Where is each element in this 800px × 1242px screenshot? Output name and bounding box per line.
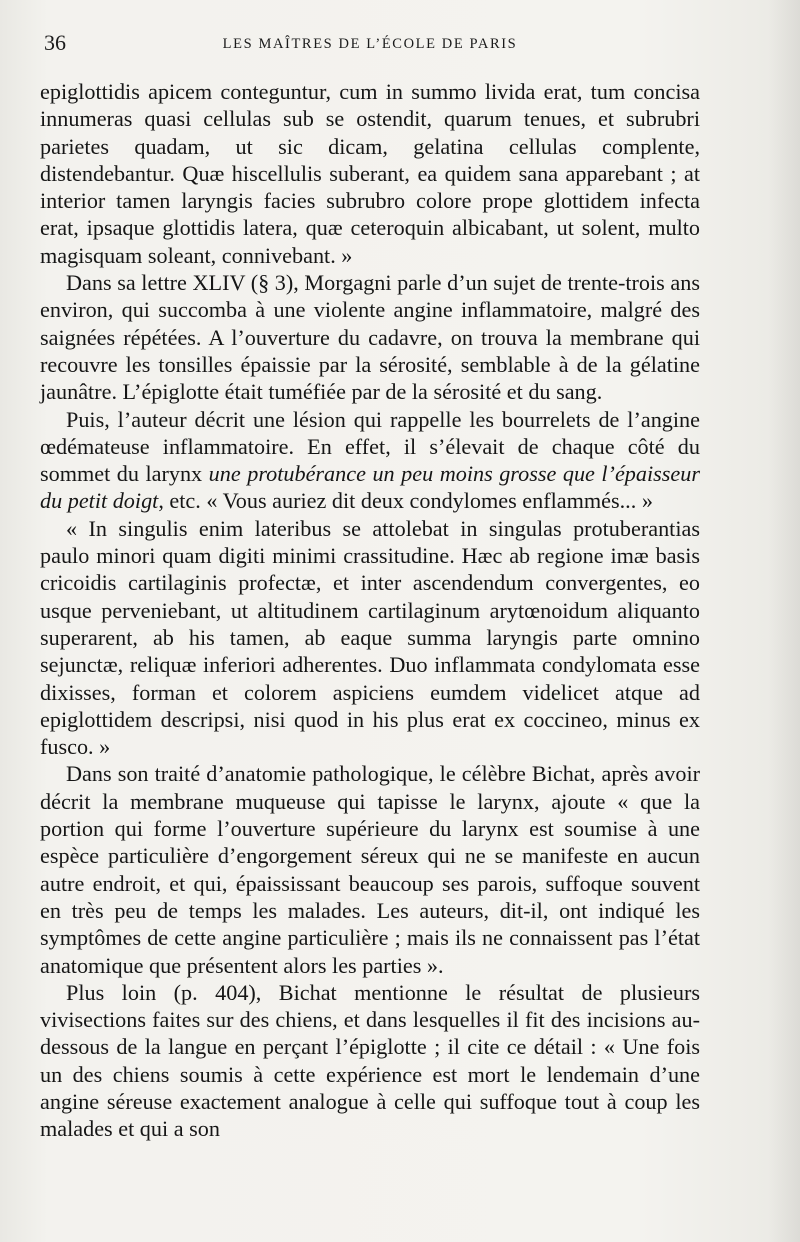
paragraph-latin-continuation: epiglottidis apicem conteguntur, cum in summo livida erat, tum concisa innumeras quasi cellulas sub se ostendit, quarum tenues, et subrubri parietes quadam, ut sic dicam, gelatina cellulas complente, distendebantur. Quæ hiscellulis suberant, ea quidem sana apparebant ; at interior tamen laryngis facies subrubro colore prope glottidem infecta erat, ipsaque glottidis latera, quæ ceteroquin albicabant, ut solent, multo magisquam soleant, connivebant. » (40, 79, 700, 268)
paragraph-morgagni-letter: Dans sa lettre XLIV (§ 3), Morgagni parle d’un sujet de trente-trois ans environ, qui succomba à une violente angine inflammatoire, malgré des saignées répétées. A l’ouverture du cadavre, on trouva la membrane qui recouvre les tonsilles épaissie par la sérosité, semblable à de la gélatine jaunâtre. L’épiglotte était tuméfiée par de la sérosité et du sang. (40, 270, 700, 405)
page-number: 36 (44, 30, 66, 55)
page-header (40, 30, 700, 56)
paragraph-latin-quotation: « In singulis enim lateribus se attolebat in singulas protuberantias paulo minori quam digiti minimi crassitudine. Hæc ab regione imæ basis cricoidis cartilaginis profectæ, et inter ascendendum convergentes, eo usque perveniebant, ut altitudinem cartilaginum arytœnoidum aliquanto superarent, ab his tamen, ab eaque summa laryngis parte omnino sejunctæ, reliquæ inferiori adherentes. Duo inflammata condylomata esse dixisses, forman et colorem aspiciens eumdem videlicet atque ad epiglottidem descripsi, nisi quod in his plus erat ex coccineo, minus ex fusco. » (40, 515, 700, 760)
paragraph-bichat-treatise: Dans son traité d’anatomie pathologique, le célèbre Bichat, après avoir décrit la membrane muqueuse qui tapisse le larynx, ajoute « que la portion qui forme l’ouverture supérieure du larynx est soumise à une espèce particulière d’engorgement séreux qui ne se manifeste en aucun autre endroit, et qui, épaississant beaucoup ses parois, suffoque souvent en très peu de temps les malades. Les auteurs, dit-il, ont indiqué les symptômes de cette angine particulière ; mais ils ne connaissent pas l’état anatomique que présentent alors les parties ». (40, 761, 700, 978)
running-title: LES MAÎTRES DE L’ÉCOLE DE PARIS (222, 36, 518, 52)
paragraph-bichat-vivisections: Plus loin (p. 404), Bichat mentionne le résultat de plusieurs vivisections faites sur des chiens, et dans lesquelles il fit des incisions au-dessous de la langue en perçant l’épiglotte ; il cite ce détail : « Une fois un des chiens soumis à cette expérience est mort le lendemain d’une angine séreuse exactement analogue à celle qui suffoque tout à coup les malades et qui a son (40, 979, 700, 1142)
italic-quotation: une protubérance un peu moins grosse que l’épaisseur du petit doigt (40, 461, 700, 514)
body-text (40, 78, 700, 1143)
paragraph-text-start: Puis, l’auteur décrit une lésion qui rappelle les bourrelets de l’angine œdémateuse inflammatoire. En effet, il s’élevait de chaque côté du sommet du larynx (40, 406, 700, 487)
paragraph-lesion-description (40, 406, 700, 515)
paragraph-text-end: , etc. « Vous auriez dit deux condylomes enflammés... » (158, 488, 653, 514)
